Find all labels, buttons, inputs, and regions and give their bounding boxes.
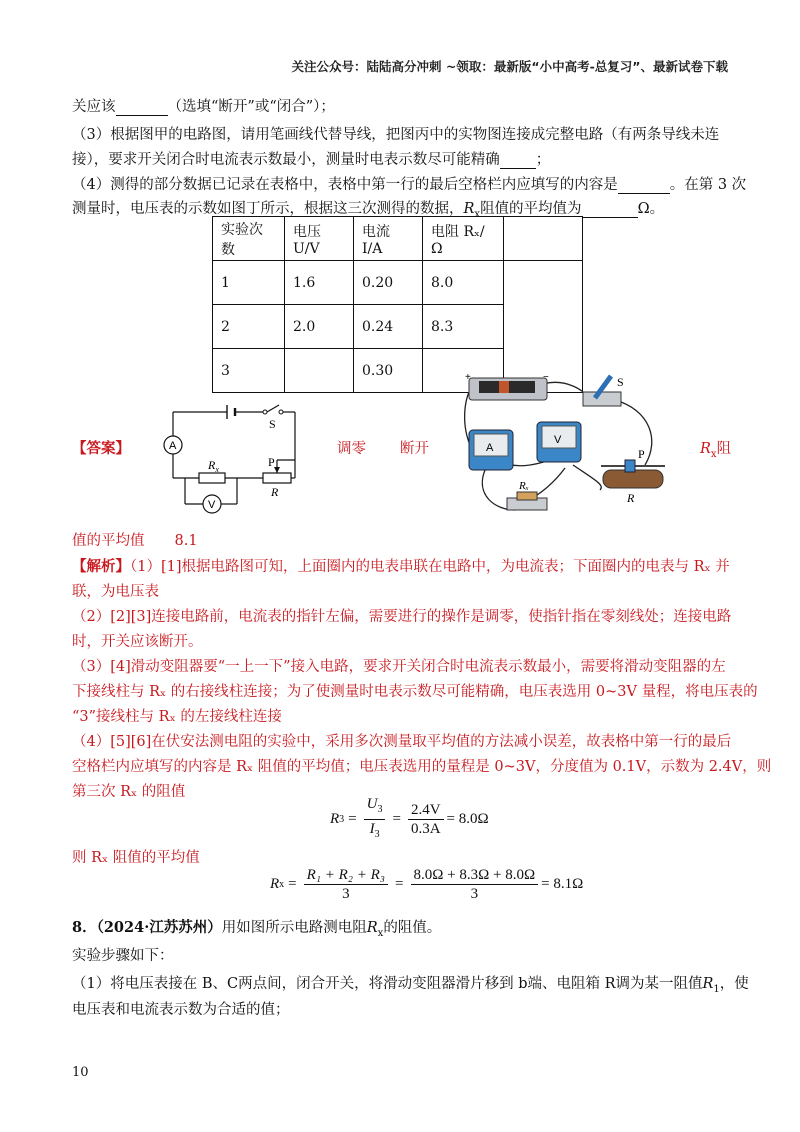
analysis-p4a: （4）[5][6]在伏安法测电阻的实验中，采用多次测量取平均值的方法减小误差，故表格中第一行的最后 bbox=[72, 734, 732, 750]
rheostat-label: R bbox=[271, 485, 279, 499]
rx-body bbox=[517, 492, 537, 500]
switch-label: S bbox=[617, 375, 624, 389]
analysis-label: 【解析】 bbox=[72, 558, 130, 575]
table-cell: 0.20 bbox=[354, 261, 423, 305]
analysis-p5: 则 Rₓ 阻值的平均值 bbox=[72, 850, 200, 866]
table-cell: 8.0 bbox=[423, 261, 504, 305]
switch-contact bbox=[279, 410, 283, 414]
answer-blank bbox=[618, 177, 670, 194]
question-part4-line2: 测量时，电压表的示数如图丁所示，根据这三次测得的数据，$R_x$阻值的平均值为 Ω。 bbox=[72, 201, 665, 220]
ammeter-label: A bbox=[486, 442, 494, 454]
voltmeter-label: V bbox=[554, 434, 562, 446]
question-part3-line1: （3）根据图甲的电路图，请用笔画线代替导线，把图丙中的实物图连接成完整电路（有两条导线未连 bbox=[72, 127, 720, 143]
table-header-row bbox=[213, 217, 583, 261]
battery-cell bbox=[509, 381, 535, 393]
analysis-p1b: 联，为电压表 bbox=[72, 584, 159, 600]
table-cell bbox=[285, 349, 354, 393]
answer-blank bbox=[582, 201, 638, 218]
question-8-title: 8．（2024·江苏苏州）用如图所示电路测电阻$R_x$的阻值。 bbox=[72, 919, 442, 939]
answer-2: 调零 bbox=[337, 441, 366, 457]
table-header-cell: 电压 U/V bbox=[285, 217, 354, 261]
page-header: 关注公众号：陆陆高分冲刺 ~领取：最新版“小中高考-总复习”、最新试卷下载 bbox=[291, 59, 728, 74]
rheostat bbox=[263, 473, 291, 483]
slider-arrowhead bbox=[274, 467, 280, 473]
answer-3: 断开 bbox=[400, 441, 429, 457]
analysis-p4c: 第三次 Rₓ 的阻值 bbox=[72, 784, 186, 800]
rx-label: Rₓ bbox=[519, 480, 529, 492]
switch-lever bbox=[267, 405, 279, 412]
battery-plus-label: + bbox=[465, 372, 471, 383]
question-8-steps: 实验步骤如下： bbox=[72, 948, 174, 964]
voltmeter-label: V bbox=[208, 499, 216, 511]
question-part4-line1: （4）测得的部分数据已记录在表格中，表格中第一行的最后空格栏内应填写的内容是 。在第 3 次 bbox=[72, 177, 747, 193]
switch-base bbox=[583, 392, 621, 406]
physical-circuit-illustration bbox=[455, 370, 670, 520]
rx-label: $R_x$ bbox=[208, 458, 219, 474]
table-cell: 8.3 bbox=[423, 305, 504, 349]
question-8-step1-line2: 电压表和电流表示数为合适的值； bbox=[72, 1002, 290, 1018]
page-number: 10 bbox=[72, 1065, 89, 1080]
switch-contact bbox=[263, 410, 267, 414]
table-cell: 1.6 bbox=[285, 261, 354, 305]
battery-minus-label: − bbox=[543, 372, 549, 383]
formula-r3: R 3 = $\frac{U_3}{I_3}$ = $\frac{2.4V}{0.3A}$ = 8.0Ω bbox=[330, 796, 489, 840]
analysis-p2b: 时，开关应该断开。 bbox=[72, 634, 203, 650]
formula-rx-average: R x = $\frac{\text{R₁ + R₂ + R₃}}{3}$ = $\frac{8.0\Omega + 8.3\Omega + 8.0\Omega}{3}$ = 8.1Ω bbox=[270, 867, 584, 902]
table-header-cell-empty bbox=[504, 217, 583, 261]
answer-blank bbox=[500, 152, 536, 169]
slider-p-label: P bbox=[268, 455, 275, 469]
data-table bbox=[212, 216, 583, 393]
answer-5-continued: 值的平均值 8.1 bbox=[72, 533, 198, 549]
table-cell: 1 bbox=[213, 261, 285, 305]
table-cell: 0.30 bbox=[354, 349, 423, 393]
table-header-cell: 电流 I/A bbox=[354, 217, 423, 261]
table-header-cell: 实验次数 bbox=[213, 217, 285, 261]
answer-blank bbox=[116, 99, 168, 116]
switch-label: S bbox=[269, 417, 276, 431]
table-row bbox=[213, 261, 583, 305]
answer-5: $R_x$阻 bbox=[700, 441, 732, 460]
table-header-cell: 电阻 Rₓ/Ω bbox=[423, 217, 504, 261]
table-cell: 3 bbox=[213, 349, 285, 393]
ammeter-label: A bbox=[169, 440, 177, 452]
slider-p-label: P bbox=[638, 447, 645, 461]
analysis-p2a: （2）[2][3]连接电路前，电流表的指针左偏，需要进行的操作是调零，使指针指在零刻线处；连接电路 bbox=[72, 609, 732, 625]
resistor-rx bbox=[199, 473, 225, 483]
analysis-p3a: （3）[4]滑动变阻器要“一上一下”接入电路，要求开关闭合时电流表示数最小，需要将滑动变阻器的左 bbox=[72, 659, 726, 675]
table-cell: 0.24 bbox=[354, 305, 423, 349]
rheostat-label: R bbox=[627, 491, 635, 505]
analysis-p3b: 下接线柱与 Rₓ 的右接线柱连接；为了使测量时电表示数尽可能精确，电压表选用 0~3V 量程，将电压表的 bbox=[72, 684, 758, 700]
rheostat-slider bbox=[625, 460, 635, 472]
circuit-diagram bbox=[155, 400, 305, 520]
question-part2-tail: 关应该 （选填“断开”或“闭合”）； bbox=[72, 99, 335, 115]
battery-band bbox=[499, 381, 509, 393]
table-cell: 2.0 bbox=[285, 305, 354, 349]
analysis-p3c: “3”接线柱与 Rₓ 的左接线柱连接 bbox=[72, 709, 282, 725]
analysis-p1a: 【解析】（1）[1]根据电路图可知，上面圈内的电表串联在电路中，为电流表；下面圈内的电表与 Rₓ 并 bbox=[72, 558, 730, 575]
rheostat-coil bbox=[603, 470, 663, 488]
question-8-step1-line1: （1）将电压表接在 B、C两点间，闭合开关，将滑动变阻器滑片移到 b端、电阻箱 R调为某一阻值$R_1$，使 bbox=[72, 976, 749, 995]
table-cell: 2 bbox=[213, 305, 285, 349]
answer-6: 8.1 bbox=[174, 533, 198, 549]
analysis-p4b: 空格栏内应填写的内容是 Rₓ 阻值的平均值；电压表选用的量程是 0~3V，分度值为 0.1V，示数为 2.4V，则 bbox=[72, 759, 772, 775]
answer-label: 【答案】 bbox=[72, 440, 130, 457]
question-part3-line2: 接），要求开关闭合时电流表示数最小，测量时电表示数尽可能精确 ； bbox=[72, 152, 551, 168]
